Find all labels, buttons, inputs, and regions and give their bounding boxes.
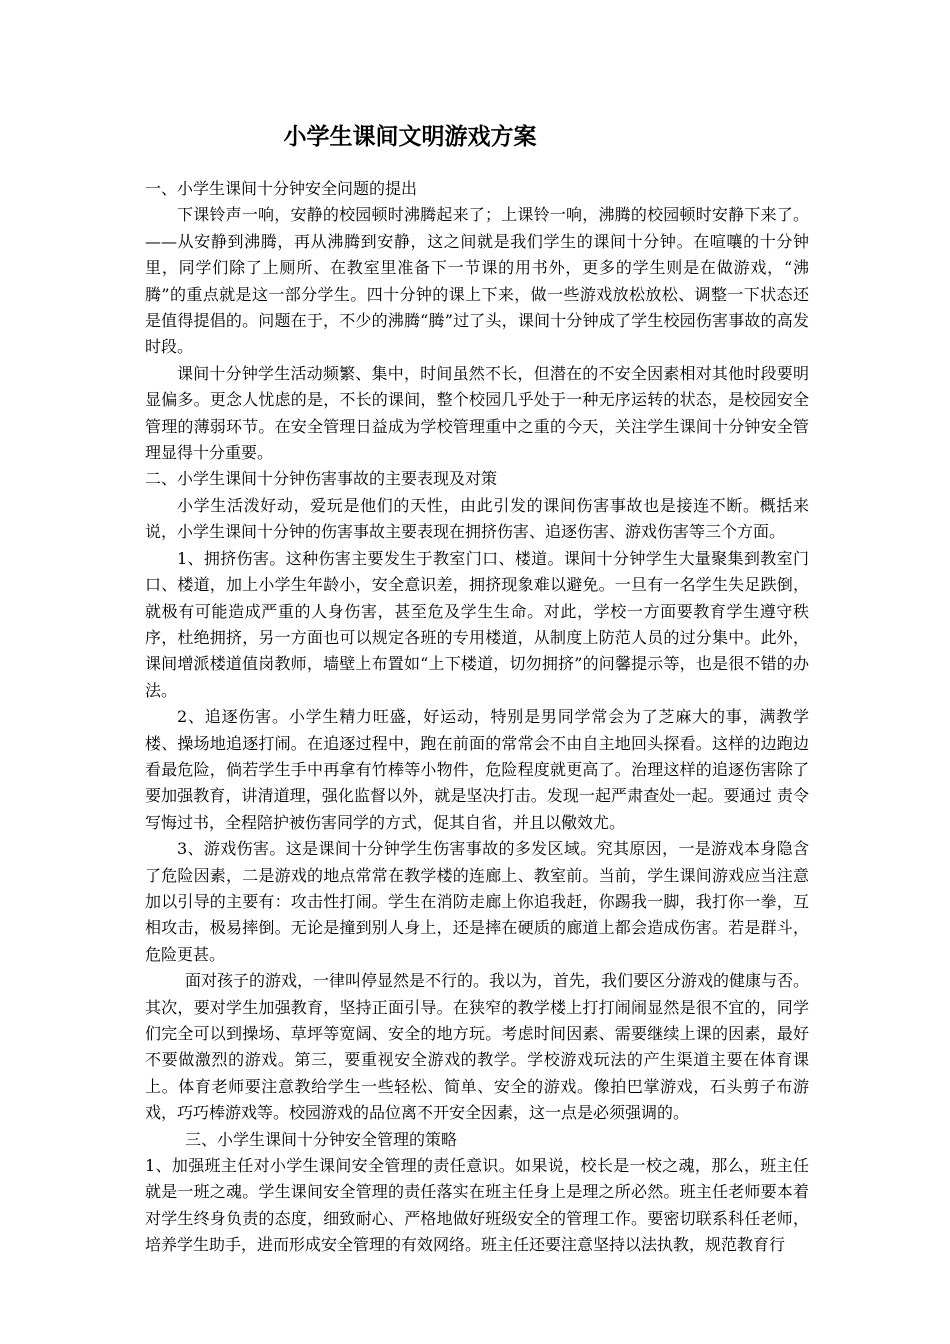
- paragraph: 面对孩子的游戏，一律叫停显然是不行的。我以为，首先，我们要区分游戏的健康与否。其次，要对学生加强教育，坚持正面引导。在狭窄的教学楼上打打闹闹显然是很不宜的，同学们完全可以到操场、草坪等宽阔、安全的地方玩。考虑时间因素、需要继续上课的因素，最好不要做激烈的游戏。第三，要重视安全游戏的教学。学校游戏玩法的产生渠道主要在体育课上。体育老师要注意教给学生一些轻松、简单、安全的游戏。像拍巴掌游戏，石头剪子布游戏，巧巧棒游戏等。校园游戏的品位离不开安全因素，这一点是必须强调的。: [145, 971, 810, 1123]
- paragraph: 课间十分钟学生活动频繁、集中，时间虽然不长，但潜在的不安全因素相对其他时段要明显偏多。更念人忧虑的是，不长的课间，整个校园几乎处于一种无序运转的状态，是校园安全管理的薄弱环节。在安全管理日益成为学校管理重中之重的今天，关注学生课间十分钟安全管理显得十分重要。: [145, 363, 809, 463]
- paragraph: 小学生活泼好动，爱玩是他们的天性，由此引发的课间伤害事故也是接连不断。概括来说，小学生课间十分钟的伤害事故主要表现在拥挤伤害、追逐伤害、游戏伤害等三个方面。: [145, 495, 809, 542]
- paragraph-strategy-1: 1、加强班主任对小学生课间安全管理的责任意识。如果说，校长是一校之魂，那么，班主任就是一班之魂。学生课间安全管理的责任落实在班主任身上是理之所必然。班主任老师要本着对学生终身负责的态度，细致耐心、严格地做好班级安全的管理工作。要密切联系科任老师，培养学生助手，进而形成安全管理的有效网络。班主任还要注意坚持以法执教，规范教育行: [145, 1156, 809, 1255]
- section-heading-3: 三、小学生课间十分钟安全管理的策略: [185, 1129, 458, 1149]
- section-heading-2: 二、小学生课间十分钟伤害事故的主要表现及对策: [145, 469, 498, 489]
- document-title: 小学生课间文明游戏方案: [283, 123, 537, 150]
- document-body: [145, 176, 809, 1259]
- paragraph-game-injury: 3、游戏伤害。这是课间十分钟学生伤害事故的多发区域。究其原因，一是游戏本身隐含了危险因素，二是游戏的地点常常在教学楼的连廊上、教室前。当前，学生课间游戏应当注意加以引导的主要有：攻击性打闹。学生在消防走廊上你追我赶，你踢我一脚，我打你一拳，互相攻击，极易摔倒。无论是撞到别人身上，还是摔在硬质的廊道上都会造成伤害。若是群斗，危险更甚。: [145, 839, 809, 964]
- paragraph-chasing-injury: 2、追逐伤害。小学生精力旺盛，好运动，特别是男同学常会为了芝麻大的事，满教学楼、操场地追逐打闹。在追逐过程中，跑在前面的常常会不由自主地回头探看。这样的边跑边看最危险，倘若学生手中再拿有竹棒等小物件，危险程度就更高了。治理这样的追逐伤害除了要加强教育，讲清道理，强化监督以外，就是坚决打击。发现一起严肃查处一起。要通过 责令写悔过书，全程陪护被伤害同学的方式，促其自省，并且以儆效尤。: [145, 707, 809, 832]
- paragraph-crowding-injury: 1、拥挤伤害。这种伤害主要发生于教室门口、楼道。课间十分钟学生大量聚集到教室门口、楼道，加上小学生年龄小，安全意识差，拥挤现象难以避免。一旦有一名学生失足跌倒，就极有可能造成严重的人身伤害，甚至危及学生生命。对此，学校一方面要教育学生遵守秩序，杜绝拥挤，另一方面也可以规定各班的专用楼道，从制度上防范人员的过分集中。此外，课间增派楼道值岗教师，墙壁上布置如“上下楼道，切勿拥挤”的问馨提示等，也是很不错的办法。: [145, 548, 809, 700]
- paragraph: 下课铃声一响，安静的校园顿时沸腾起来了；上课铃一响，沸腾的校园顿时安静下来了。——从安静到沸腾，再从沸腾到安静，这之间就是我们学生的课间十分钟。在喧嚷的十分钟里，同学们除了上厕所、在教室里准备下一节课的用书外，更多的学生则是在做游戏，“沸腾”的重点就是这一部分学生。四十分钟的课上下来，做一些游戏放松放松、调整一下状态还是值得提倡的。问题在于，不少的沸腾“腾”过了头，课间十分钟成了学生校园伤害事故的高发时段。: [145, 205, 809, 357]
- section-heading-1: 一、小学生课间十分钟安全问题的提出: [145, 179, 418, 198]
